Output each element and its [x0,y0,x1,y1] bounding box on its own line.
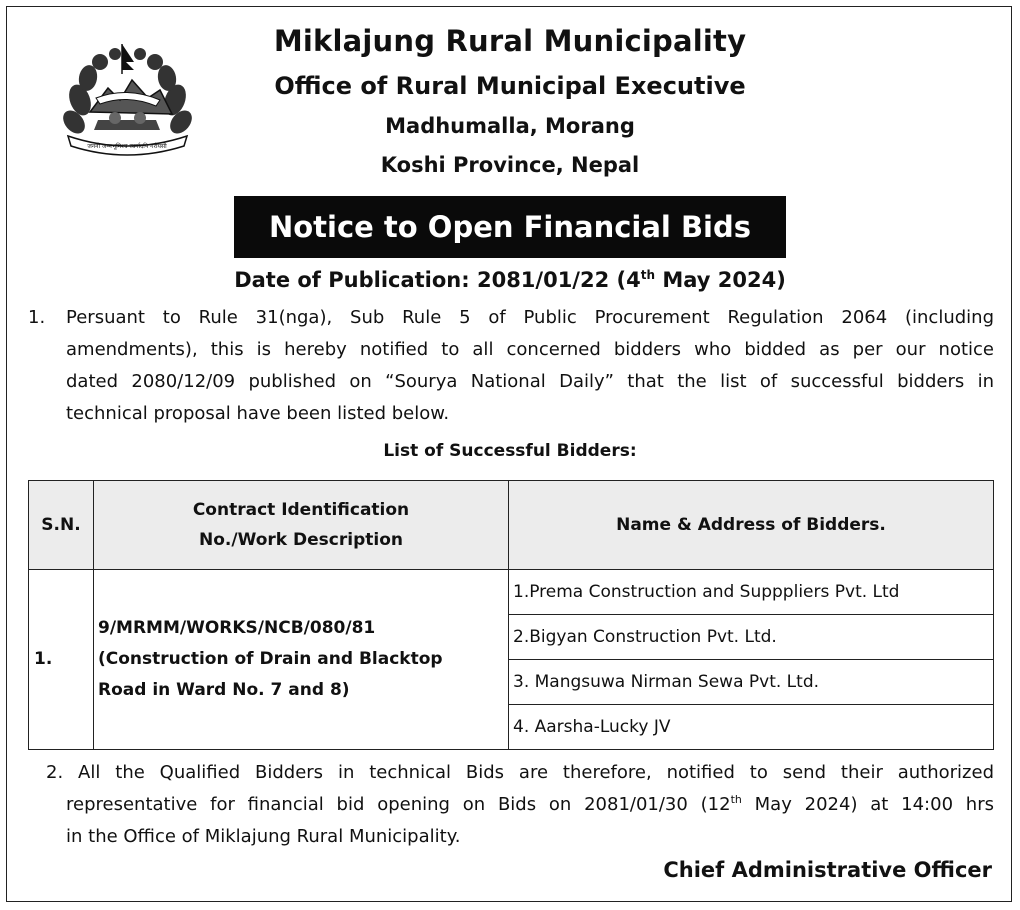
bidder-4: 4. Aarsha-Lucky JV [509,705,994,750]
bidders-table [28,480,994,750]
paragraph-1-number: 1. [28,307,46,328]
municipality-name: Miklajung Rural Municipality [273,24,747,58]
paragraph-1: 1. Persuant to Rule 31(nga), Sub Rule 5 of Public Procurement Regulation 2064 (including amendments), this is hereby notified to all concerned bidders who bidded as per our notice dated 2080/12/09 published on “Sourya National Daily” that the list of successful bidders in technical proposal have been listed below. [28,302,994,430]
header-sn: S.N. [29,481,94,570]
row-contract: 9/MRMM/WORKS/NCB/080/81 (Construction of Drain and Blacktop Road in Ward No. 7 and 8) [94,570,509,750]
notice-title: Notice to Open Financial Bids [234,196,786,258]
signature-title: Chief Administrative Officer [663,858,992,882]
bidder-2: 2.Bigyan Construction Pvt. Ltd. [509,615,994,660]
office-name: Office of Rural Municipal Executive [274,72,746,100]
table-header-row [29,481,994,570]
bidder-1: 1.Prema Construction and Supppliers Pvt. Ltd [509,570,994,615]
publication-date: Date of Publication: 2081/01/22 (4th May 2024) [234,268,786,292]
bidder-3: 3. Mangsuwa Nirman Sewa Pvt. Ltd. [509,660,994,705]
table-row [29,570,994,615]
office-province: Koshi Province, Nepal [380,153,640,177]
office-location: Madhumalla, Morang [385,114,635,138]
header-bidders: Name & Address of Bidders. [509,481,994,570]
list-title: List of Successful Bidders: [383,441,637,461]
emblem-motto: जननी जन्मभूमिश्च स्वर्गादपि गरीयसी [87,143,167,150]
header-contract: Contract Identification No./Work Description [94,481,509,570]
row-sn: 1. [29,570,94,750]
paragraph-2: 2. All the Qualified Bidders in technical Bids are therefore, notified to send their authorized representative for financial bid opening on Bids on 2081/01/30 (12th May 2024) at 14:00 hrs in the Office of Miklajung Rural Municipality. [46,762,994,847]
